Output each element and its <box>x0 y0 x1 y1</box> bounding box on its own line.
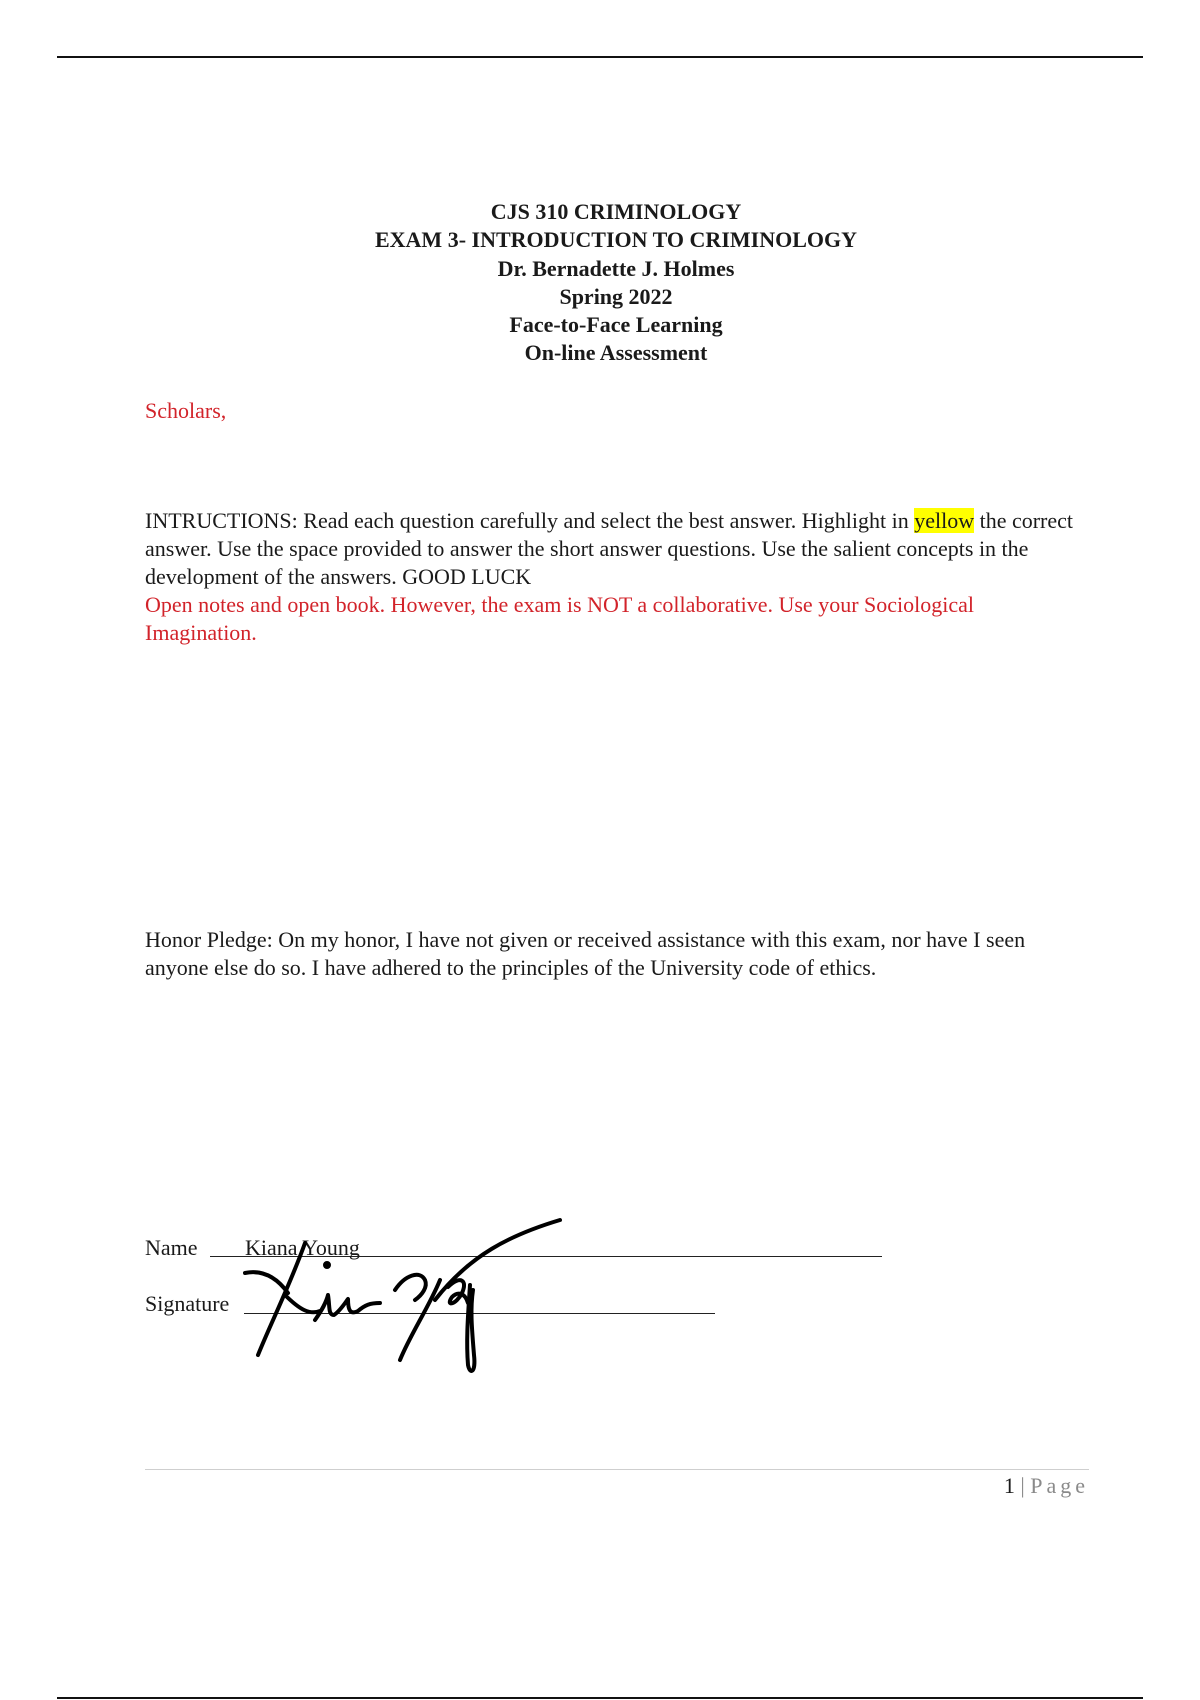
term: Spring 2022 <box>559 283 673 309</box>
greeting: Scholars, <box>145 398 227 423</box>
signature-label: Signature <box>145 1291 230 1316</box>
highlight-word: yellow <box>914 508 975 533</box>
learning-format: Face-to-Face Learning <box>509 312 723 338</box>
honor-pledge: Honor Pledge: On my honor, I have not given or received assistance with this exam, nor have I seen anyone else do so. I have adhered to the principles of the University code of ethics. <box>145 927 1026 980</box>
exam-header <box>145 198 1087 368</box>
assessment-type: On-line Assessment <box>524 340 708 366</box>
handwritten-signature <box>230 1215 590 1385</box>
exam-title: EXAM 3- INTRODUCTION TO CRIMINOLOGY <box>374 227 857 253</box>
instructions-text-1: INTRUCTIONS: Read each question carefully and select the best answer. Highlight in <box>145 508 915 533</box>
top-rule <box>57 56 1143 58</box>
instructions-block <box>145 507 1090 647</box>
instructor-name: Dr. Bernadette J. Holmes <box>497 255 735 281</box>
page-number-value: 1 <box>1003 1473 1015 1498</box>
page-separator: | <box>1014 1473 1031 1498</box>
course-title: CJS 310 CRIMINOLOGY <box>490 199 742 224</box>
footer-rule <box>145 1469 1089 1470</box>
bottom-rule <box>57 1697 1143 1699</box>
page-word: Page <box>1030 1473 1089 1498</box>
name-label: Name <box>145 1235 198 1260</box>
name-value[interactable]: Kiana Young <box>245 1235 360 1260</box>
page-number <box>1004 1472 1089 1500</box>
instructions-text-2: the correct answer. Use the space provided to answer the short answer questions. Use the salient concepts in the development of the answers. GOOD LUCK <box>145 508 1074 589</box>
instructions-note: Open notes and open book. However, the exam is NOT a collaborative. Use your Sociological Imagination. <box>145 592 974 645</box>
